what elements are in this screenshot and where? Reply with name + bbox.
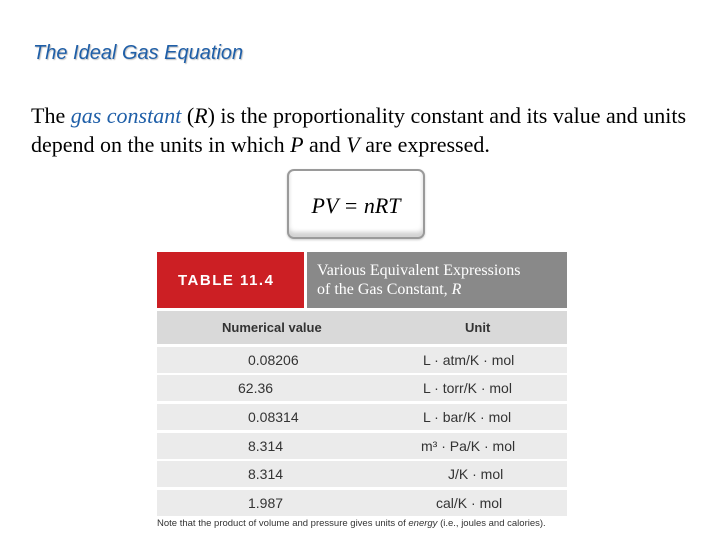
column-headers <box>157 311 567 344</box>
unit-cell: m³ · Pa/K · mol <box>421 437 516 454</box>
body-paragraph <box>31 101 701 159</box>
unit-cell: L · torr/K · mol <box>423 380 512 397</box>
ideal-gas-equation: PV = nRT <box>311 193 401 218</box>
unit-cell: cal/K · mol <box>436 495 503 512</box>
value-cell: 62.36 <box>238 380 274 397</box>
table-caption-line1: Various Equivalent Expressions <box>317 262 521 279</box>
table-row <box>157 347 567 373</box>
caption-symbol-r: R <box>451 281 462 298</box>
unit-cell: L · atm/K · mol <box>423 351 515 368</box>
symbol-v: V <box>346 132 360 157</box>
table-row <box>157 461 567 487</box>
slide-title: The Ideal Gas Equation <box>33 42 244 64</box>
value-cell: 1.987 <box>248 495 284 512</box>
equation-box <box>287 169 425 239</box>
body-text-part: are expressed. <box>359 132 490 157</box>
table-row <box>157 490 567 516</box>
symbol-r: R <box>194 103 208 128</box>
table-footnote <box>157 518 546 529</box>
table-row <box>157 404 567 430</box>
table-row <box>157 375 567 401</box>
table-tag: TABLE 11.4 <box>157 252 304 308</box>
table-caption <box>307 252 567 308</box>
unit-cell: J/K · mol <box>448 466 504 483</box>
column-header-unit: Unit <box>465 320 491 335</box>
value-cell: 0.08206 <box>248 351 299 368</box>
footnote-text: (i.e., joules and calories). <box>437 518 546 529</box>
footnote-energy: energy <box>408 518 438 529</box>
gas-constant-table <box>157 252 567 516</box>
value-cell: 0.08314 <box>248 409 299 426</box>
value-cell: 8.314 <box>248 437 284 454</box>
body-text-part: and <box>303 132 347 157</box>
body-text-part: ) is the proportionality constant and its value and units depend on the units in which <box>31 103 687 157</box>
column-header-value: Numerical value <box>222 320 322 335</box>
footnote-text: Note that the product of volume and pressure gives units of <box>157 518 409 529</box>
table-header <box>157 252 567 308</box>
table-row <box>157 433 567 459</box>
caption-text: of the Gas Constant, <box>317 281 452 298</box>
gas-constant-term: gas constant <box>70 103 182 128</box>
body-text-part: The <box>31 103 71 128</box>
value-cell: 8.314 <box>248 466 284 483</box>
table-caption-line2 <box>317 280 567 299</box>
unit-cell: L · bar/K · mol <box>423 409 512 426</box>
body-text-part: ( <box>181 103 195 128</box>
symbol-p: P <box>290 132 304 157</box>
